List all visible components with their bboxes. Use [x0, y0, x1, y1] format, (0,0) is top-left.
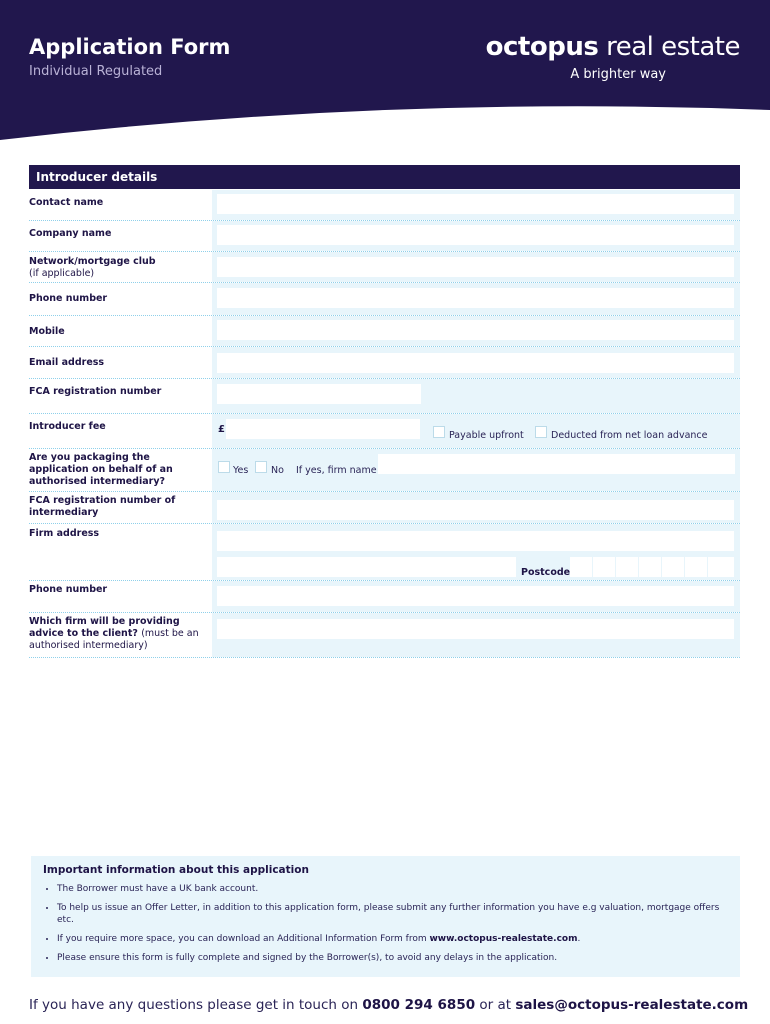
phone-input[interactable] [217, 288, 734, 308]
payable-upfront-checkbox[interactable] [433, 426, 445, 438]
list-item: • Please ensure this form is fully complete and signed by the Borrower(s), to avoid any delays in the application. [57, 952, 728, 964]
logo-bold-text: octopus [485, 32, 599, 62]
postcode-box[interactable] [639, 557, 661, 577]
no-label: No [271, 465, 284, 476]
fca-input[interactable] [217, 384, 421, 404]
label-phone: Phone number [29, 293, 108, 304]
contact-footer [29, 997, 748, 1013]
postcode-box[interactable] [685, 557, 707, 577]
brand-logo [486, 32, 740, 62]
firm-name-label: If yes, firm name [296, 465, 377, 476]
advice-firm-input[interactable] [217, 619, 734, 639]
label-advice-note: (must be an authorised intermediary) [29, 628, 199, 651]
postcode-box[interactable] [593, 557, 615, 577]
brand-tagline: A brighter way [570, 67, 666, 82]
logo-light-text: real estate [598, 32, 740, 62]
mobile-input[interactable] [217, 320, 734, 340]
row-fca [29, 379, 740, 414]
section-title-introducer: Introducer details [29, 165, 740, 189]
yes-checkbox[interactable] [218, 461, 230, 473]
no-checkbox[interactable] [255, 461, 267, 473]
firm-address-line1-input[interactable] [217, 531, 734, 551]
important-info-panel [31, 856, 740, 977]
row-mobile [29, 316, 740, 347]
label-packaging: Are you packaging the application on behalf of an authorised intermediary? [29, 452, 173, 487]
currency-symbol: £ [218, 424, 225, 435]
firm-name-input[interactable] [378, 454, 735, 474]
label-fca-intermediary: FCA registration number of intermediary [29, 495, 176, 518]
label-network-club: Network/mortgage club [29, 256, 156, 267]
deducted-label: Deducted from net loan advance [551, 430, 708, 441]
postcode-box[interactable] [616, 557, 638, 577]
row-phone2 [29, 581, 740, 613]
contact-name-input[interactable] [217, 194, 734, 214]
row-advice-firm [29, 613, 740, 658]
company-name-input[interactable] [217, 225, 734, 245]
info-title: Important information about this application [43, 864, 309, 876]
label-advice-q: Which firm will be providing advice to the client? [29, 616, 180, 639]
label-mobile: Mobile [29, 326, 65, 337]
label-network-note: (if applicable) [29, 268, 95, 279]
row-fca-intermediary [29, 492, 740, 524]
row-network-club [29, 252, 740, 283]
label-contact-name: Contact name [29, 197, 104, 208]
row-phone [29, 283, 740, 316]
label-email: Email address [29, 357, 105, 368]
page-header [0, 0, 770, 150]
label-phone2: Phone number [29, 584, 108, 595]
website-link[interactable]: www.octopus-realestate.com [429, 934, 578, 944]
info-text: If you require more space, you can download an Additional Information Form from [57, 934, 427, 944]
row-contact-name [29, 190, 740, 221]
footer-email[interactable]: sales@octopus-realestate.com [515, 997, 749, 1013]
row-packaging [29, 449, 740, 492]
label-firm-address: Firm address [29, 528, 100, 539]
list-item: • The Borrower must have a UK bank account. [57, 883, 728, 895]
fca-intermediary-input[interactable] [217, 500, 734, 520]
footer-or-at: or at [479, 997, 512, 1013]
page-title: Application Form [29, 35, 231, 59]
list-item: • To help us issue an Offer Letter, in addition to this application form, please submit any further information you have e.g valuation, mortgage offers etc. [57, 902, 728, 926]
label-fca: FCA registration number [29, 386, 162, 397]
postcode-box[interactable] [708, 557, 734, 577]
label-company-name: Company name [29, 228, 112, 239]
page-subtitle: Individual Regulated [29, 64, 163, 79]
deducted-checkbox[interactable] [535, 426, 547, 438]
introducer-fee-input[interactable] [226, 419, 420, 439]
postcode-box[interactable] [662, 557, 684, 577]
row-email [29, 347, 740, 379]
info-link-suffix: . [577, 934, 581, 944]
row-firm-address [29, 524, 740, 581]
email-input[interactable] [217, 353, 734, 373]
network-club-input[interactable] [217, 257, 734, 277]
row-introducer-fee [29, 414, 740, 449]
list-item [57, 933, 728, 945]
firm-address-line2-input[interactable] [217, 557, 516, 577]
postcode-label: Postcode [521, 567, 571, 578]
yes-label: Yes [233, 465, 249, 476]
footer-phone[interactable]: 0800 294 6850 [362, 997, 476, 1013]
payable-upfront-label: Payable upfront [449, 430, 524, 441]
postcode-box[interactable] [570, 557, 592, 577]
footer-text: If you have any questions please get in touch on [29, 997, 359, 1013]
label-introducer-fee: Introducer fee [29, 421, 106, 432]
row-company-name [29, 221, 740, 252]
phone2-input[interactable] [217, 586, 734, 606]
info-list [43, 883, 728, 964]
